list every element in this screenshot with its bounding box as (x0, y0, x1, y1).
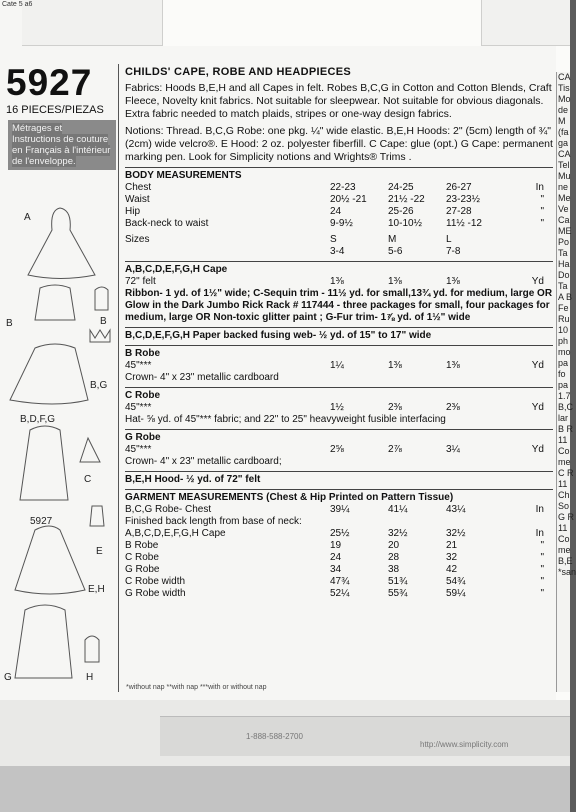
section-rule (125, 167, 553, 168)
unit: Yd (531, 360, 544, 371)
spanish-column-fragment: fo (558, 369, 566, 379)
cell: 41¼ (388, 504, 408, 515)
unit: " (540, 194, 544, 205)
row-label: 72" felt (125, 276, 156, 287)
g-crown-text: Crown- 4" x 23" metallic cardboard; (125, 456, 282, 467)
spanish-column-fragment: C R (558, 468, 574, 478)
view-label-g: G (4, 672, 12, 683)
row-label: 45"*** (125, 444, 152, 455)
garment-row (125, 540, 553, 552)
sizes-row (125, 234, 553, 246)
spanish-column-fragment: Ch (558, 490, 570, 500)
cell: 3-4 (330, 246, 345, 257)
cell: 39¼ (330, 504, 350, 515)
spanish-column-fragment: Ta (558, 248, 568, 258)
row-label: B Robe (125, 540, 159, 551)
garment-row (125, 528, 553, 540)
yardage-row (125, 444, 553, 456)
cell: 2⅜ (446, 402, 460, 413)
hood-text: B,E,H Hood- ½ yd. of 72" felt (125, 474, 261, 485)
row-label: 45"*** (125, 360, 152, 371)
spanish-column-fragment: Ca (558, 215, 570, 225)
spanish-column-fragment: ph (558, 336, 569, 346)
robe-c-drawing (20, 426, 68, 500)
spanish-column-fragment: A B (558, 292, 573, 302)
cell: 1¼ (330, 360, 344, 371)
section-rule (125, 327, 553, 328)
hood-h-drawing (85, 636, 99, 662)
cell: 42 (446, 564, 458, 575)
cell: 22-23 (330, 182, 356, 193)
unit: " (540, 218, 544, 229)
cell: 43¼ (446, 504, 466, 515)
spanish-column-fragment: mo (558, 347, 571, 357)
fabrics-text: Fabrics: Hoods B,E,H and all Capes in felt. Robes B,C,G in Cotton and Cotton Blends, Craft Fleece, Novelty knit fabrics. Not suitable for sleepwear. Not suitable for obvious diagonals. Extra fabric needed to match plaids, stripes or one-way design fabrics. (125, 82, 552, 120)
spanish-column-fragment: B,E (558, 556, 573, 566)
phone-number: 1-888-588-2700 (246, 732, 303, 741)
garment-row (125, 552, 553, 564)
c-hat-text: Hat- ⅝ yd. of 45"*** fabric; and 22" to 25" heavyweight fusible interfacing (125, 414, 446, 425)
cell: 1⅜ (388, 276, 402, 287)
b-robe-heading: B Robe (125, 348, 160, 359)
spanish-column-edge (556, 72, 576, 692)
row-label: C Robe (125, 552, 159, 563)
footer-band (160, 716, 570, 756)
body-row (125, 206, 553, 218)
hood-b-drawing (95, 287, 108, 310)
section-rule (125, 489, 553, 490)
cell: 1⅜ (446, 360, 460, 371)
unit: In (535, 528, 544, 539)
cell: S (330, 234, 337, 245)
french-note-text: Métrages et Instructions de couture en Français à l'intérieur de l'enveloppe. (12, 123, 111, 167)
website-url: http://www.simplicity.com (420, 740, 509, 749)
spanish-column-fragment: Tis (558, 83, 570, 93)
cell: 21 (446, 540, 458, 551)
cell: 51¾ (388, 576, 408, 587)
spanish-column-fragment: ME (558, 226, 572, 236)
unit: " (540, 552, 544, 563)
row-label: Waist (125, 194, 150, 205)
cape-bdfg-drawing (10, 344, 88, 404)
unit: " (540, 576, 544, 587)
view-label-b2: B (100, 316, 107, 327)
cell: 55¾ (388, 588, 408, 599)
spanish-column-fragment: Mo (558, 94, 571, 104)
spanish-column-fragment: de (558, 105, 569, 115)
cell: 19 (330, 540, 342, 551)
cell: 24 (330, 206, 342, 217)
spanish-column-fragment: 1.7 (558, 391, 571, 401)
cell: 2⅝ (330, 444, 344, 455)
unit: " (540, 206, 544, 217)
pattern-title: CHILDS' CAPE, ROBE AND HEADPIECES (125, 66, 352, 78)
cell: 59¼ (446, 588, 466, 599)
row-label: A,B,C,D,E,F,G,H Cape (125, 528, 226, 539)
top-flap (22, 0, 570, 46)
spanish-column-fragment: B,C (558, 402, 574, 412)
cell: 1⅜ (330, 276, 344, 287)
cell: 1½ (330, 402, 344, 413)
garment-heading: GARMENT MEASUREMENTS (Chest & Hip Printed on Pattern Tissue) (125, 492, 454, 503)
body-row (125, 218, 553, 230)
unit: " (540, 588, 544, 599)
unit: Yd (531, 444, 544, 455)
cell: 20 (388, 540, 400, 551)
unit: Yd (531, 276, 544, 287)
yardage-row (125, 360, 553, 372)
spanish-column-fragment: Do (558, 270, 570, 280)
unit: In (535, 504, 544, 515)
garment-row (125, 588, 553, 600)
cell: 2⅞ (388, 444, 402, 455)
cape-heading: A,B,C,D,E,F,G,H Cape (125, 264, 228, 275)
cell: 24 (330, 552, 342, 563)
spanish-column-fragment: G R (558, 512, 575, 522)
body-measurements-heading: BODY MEASUREMENTS (125, 170, 242, 181)
section-rule (125, 261, 553, 262)
view-label-a: A (24, 212, 31, 223)
cell: 25½ (330, 528, 350, 539)
corner-label: Cate 5 a6 (2, 1, 33, 8)
row-label: G Robe width (125, 588, 186, 599)
view-label-e: E (96, 546, 103, 557)
cell: 2⅜ (388, 402, 402, 413)
row-label: B,C,G Robe- Chest (125, 504, 212, 515)
view-label-eh: E,H (88, 584, 105, 595)
row-label: 45"*** (125, 402, 152, 413)
view-label-number: 5927 (30, 516, 53, 527)
flap-notch (162, 0, 482, 46)
row-label: Back-neck to waist (125, 218, 209, 229)
cell: 10-10½ (388, 218, 422, 229)
spanish-column-fragment: Co (558, 446, 570, 456)
nap-footnote: *without nap **with nap ***with or without nap (126, 684, 267, 691)
yardage-row (125, 402, 553, 414)
spanish-column-fragment: CA (558, 149, 571, 159)
c-robe-heading: C Robe (125, 390, 160, 401)
spanish-column-fragment: 10 (558, 325, 569, 335)
garment-row (125, 564, 553, 576)
unit: In (535, 182, 544, 193)
cell: 1⅜ (446, 276, 460, 287)
french-note (8, 120, 116, 170)
column-divider (118, 64, 119, 692)
view-label-h: H (86, 672, 94, 683)
spanish-column-fragment: me (558, 545, 571, 555)
spanish-column-fragment: (fa (558, 127, 569, 137)
cell: 32 (446, 552, 458, 563)
view-label-c: C (84, 474, 92, 485)
cell: 47¾ (330, 576, 350, 587)
spanish-column-fragment: Ha (558, 259, 570, 269)
robe-e-drawing (90, 506, 104, 526)
fusing-text: B,C,D,E,F,G,H Paper backed fusing web- ½ yd. of 15" to 17" wide (125, 330, 432, 341)
main-content (125, 66, 553, 600)
pieces-count: 16 PIECES/PIEZAS (6, 104, 104, 116)
cell: 11½ -12 (446, 218, 482, 229)
cell: 27-28 (446, 206, 472, 217)
spanish-column-fragment: Tel (558, 160, 570, 170)
cape-eh-drawing (15, 526, 85, 594)
spanish-column-fragment: 11 (558, 523, 568, 533)
spanish-column-fragment: M (558, 116, 566, 126)
robe-g-drawing (15, 605, 72, 678)
cell: 25-26 (388, 206, 414, 217)
spanish-column-fragment: Ta (558, 281, 568, 291)
view-label-bg: B,G (90, 380, 108, 391)
bottom-shadow-bar (0, 766, 570, 812)
spanish-column-fragment: Ve (558, 204, 569, 214)
yardage-row (125, 276, 553, 288)
cell: 20½ -21 (330, 194, 367, 205)
unit: " (540, 540, 544, 551)
spanish-column-fragment: Me (558, 193, 571, 203)
g-robe-heading: G Robe (125, 432, 161, 443)
cell: 32½ (388, 528, 408, 539)
cell: 24-25 (388, 182, 414, 193)
spanish-column-fragment: Po (558, 237, 570, 247)
cape-a-drawing (28, 208, 95, 279)
cell: M (388, 234, 397, 245)
view-illustrations (0, 200, 122, 690)
spanish-column-fragment: B R (558, 424, 574, 434)
finished-length-label: Finished back length from base of neck: (125, 516, 302, 527)
section-rule (125, 471, 553, 472)
unit: Yd (531, 402, 544, 413)
section-rule (125, 387, 553, 388)
robe-b-drawing (35, 285, 75, 320)
spanish-column-fragment: So (558, 501, 570, 511)
spanish-column-fragment: lar (558, 413, 569, 423)
body-row (125, 194, 553, 206)
ribbon-text: Ribbon- 1 yd. of 1½" wide; C-Sequin trim - 11½ yd. for small,13¾ yd. for medium, large OR Glow in the Dark Jumbo Rick Rack # 117444 - three packages for small, four packages for medium, large OR Non-toxic glitter paint ; G-Fur trim- 1⅞ yd. of 1½" wide (125, 288, 553, 323)
spanish-column-fragment: Fe (558, 303, 569, 313)
unit: " (540, 564, 544, 575)
cell: 34 (330, 564, 342, 575)
cell: 26-27 (446, 182, 472, 193)
row-label: C Robe width (125, 576, 186, 587)
spanish-column-fragment: me (558, 457, 571, 467)
spanish-column-fragment: 11 (558, 479, 568, 489)
section-rule (125, 345, 553, 346)
cell: 21½ -22 (388, 194, 425, 205)
spanish-column-fragment: CA (558, 72, 571, 82)
hat-c-drawing (80, 438, 100, 462)
cell: 7-8 (446, 246, 461, 257)
spanish-column-fragment: pa (558, 380, 569, 390)
cell: 23-23½ (446, 194, 480, 205)
garment-chest-row (125, 504, 553, 516)
cell: 9-9½ (330, 218, 353, 229)
cell: L (446, 234, 452, 245)
sizes-numbers-row (125, 246, 553, 258)
spanish-column-fragment: *san (558, 567, 576, 577)
cell: 1⅜ (388, 360, 402, 371)
cell: 38 (388, 564, 400, 575)
view-label-b: B (6, 318, 13, 329)
notions-text: Notions: Thread. B,C,G Robe: one pkg. ¼" wide elastic. B,E,H Hoods: 2" (5cm) length of ¾" (2cm) wide velcro®. E Hood: 2 oz. polyester fiberfill. C Cape: glue (opt.) G Cape: permanent marking pen. Look for Simplicity notions and Wrights® Trims . (125, 125, 553, 163)
view-label-bdfg: B,D,F,G (20, 414, 56, 425)
crown-drawing (90, 330, 110, 342)
row-label: Sizes (125, 234, 150, 245)
cell: 54¾ (446, 576, 466, 587)
pattern-number: 5927 (6, 62, 93, 103)
garment-row (125, 576, 553, 588)
b-crown-text: Crown- 4" x 23" metallic cardboard (125, 372, 279, 383)
spanish-column-fragment: ga (558, 138, 569, 148)
cell: 28 (388, 552, 400, 563)
cell: 52¼ (330, 588, 350, 599)
row-label: G Robe (125, 564, 160, 575)
cell: 5-6 (388, 246, 403, 257)
cell: 3¼ (446, 444, 460, 455)
row-label: Chest (125, 182, 152, 193)
spanish-column-fragment: Ru (558, 314, 570, 324)
section-rule (125, 429, 553, 430)
spanish-column-fragment: 11 (558, 435, 568, 445)
spanish-column-fragment: ne (558, 182, 569, 192)
row-label: Hip (125, 206, 141, 217)
spanish-column-fragment: Mu (558, 171, 571, 181)
spanish-column-fragment: Co (558, 534, 570, 544)
body-row (125, 182, 553, 194)
spanish-column-fragment: pa (558, 358, 569, 368)
cell: 32½ (446, 528, 466, 539)
